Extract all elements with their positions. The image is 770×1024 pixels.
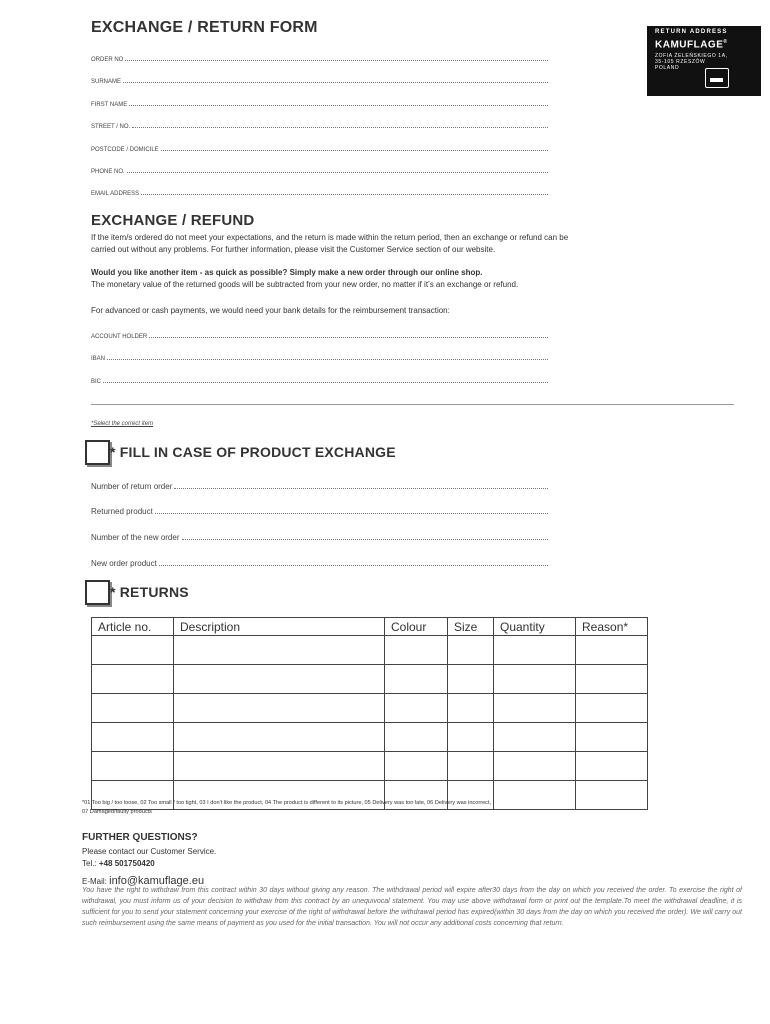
phone-number: +48 501750420	[98, 859, 155, 868]
return-order-number-field[interactable]: Number of return order	[91, 479, 548, 491]
table-cell[interactable]	[174, 636, 385, 665]
table-cell[interactable]	[494, 752, 576, 781]
table-cell[interactable]	[576, 723, 648, 752]
col-quantity: Quantity	[494, 618, 576, 636]
table-cell[interactable]	[576, 665, 648, 694]
returns-table	[91, 617, 648, 810]
table-cell[interactable]	[448, 694, 494, 723]
address-lines: ZOFIA ŻELEŃSKIEGO 1A, 35-105 RZESZÓW POLAND	[655, 53, 728, 71]
returns-heading: * RETURNS	[110, 584, 189, 600]
further-questions-heading: FURTHER QUESTIONS?	[82, 832, 198, 843]
select-note: *Select the correct item	[91, 421, 154, 427]
email-field[interactable]: EMAIL ADDRESS	[91, 187, 548, 197]
table-cell[interactable]	[92, 723, 174, 752]
col-reason: Reason*	[576, 618, 648, 636]
street-field[interactable]: STREET / NO.	[91, 120, 548, 130]
form-title: EXCHANGE / RETURN FORM	[91, 19, 318, 36]
table-cell[interactable]	[494, 636, 576, 665]
product-exchange-heading: * FILL IN CASE OF PRODUCT EXCHANGE	[110, 444, 396, 460]
parcel-icon	[705, 68, 729, 88]
table-cell[interactable]	[494, 694, 576, 723]
table-cell[interactable]	[576, 694, 648, 723]
table-cell[interactable]	[448, 665, 494, 694]
table-cell[interactable]	[174, 723, 385, 752]
exchange-refund-intro: If the item/s ordered do not meet your expectations, and the return is made within the return period, then an exchange or refund can be carried out without any problems. For further information, please visit the Customer Service section of our website.	[91, 233, 569, 254]
table-cell[interactable]	[494, 723, 576, 752]
phone-field[interactable]: PHONE NO.	[91, 165, 548, 175]
col-description: Description	[174, 618, 385, 636]
table-cell[interactable]	[494, 665, 576, 694]
return-address-box	[647, 26, 761, 96]
table-cell[interactable]	[174, 694, 385, 723]
table-cell[interactable]	[92, 665, 174, 694]
first-name-field[interactable]: FIRST NAME	[91, 98, 548, 108]
account-holder-field[interactable]: ACCOUNT HOLDER	[91, 330, 548, 340]
table-cell[interactable]	[92, 694, 174, 723]
returned-product-field[interactable]: Returned product	[91, 504, 548, 516]
table-cell[interactable]	[385, 752, 448, 781]
order-no-field[interactable]: ORDER NO	[91, 53, 548, 63]
table-cell[interactable]	[174, 752, 385, 781]
table-row	[92, 694, 648, 723]
bank-details-note: For advanced or cash payments, we would need your bank details for the reimbursement transaction:	[91, 306, 450, 315]
postcode-field[interactable]: POSTCODE / DOMICILE	[91, 143, 548, 153]
contact-note: Please contact our Customer Service.	[82, 847, 217, 856]
table-cell[interactable]	[385, 723, 448, 752]
table-cell[interactable]	[385, 636, 448, 665]
withdrawal-notice: You have the right to withdraw from this contract within 30 days without giving any reason. The withdrawal period will expire after30 days from the day on which you received the order. To exercise the right of withdrawal, you must inform us of your decision to withdraw from this contract by an unequivocal statement. You may use above withdrawal form or print out the template.To meet the withdrawal deadline, it is sufficient for you to send your statement concerning your exercise of the right of withdrawal before the withdrawal period has expired(within 30 days from the day on which you received the order). We will carry out such reimbursement using the same means of payment as you used for the initial transaction. You will not occur any additional costs concerning that return.	[82, 887, 742, 927]
phone-line: Tel.: +48 501750420	[82, 859, 155, 868]
product-exchange-checkbox[interactable]	[85, 440, 110, 465]
exchange-refund-heading: EXCHANGE / REFUND	[91, 212, 255, 229]
table-cell[interactable]	[92, 752, 174, 781]
col-article-no: Article no.	[92, 618, 174, 636]
table-row	[92, 665, 648, 694]
section-divider	[91, 404, 734, 405]
returns-checkbox[interactable]	[85, 580, 110, 605]
col-size: Size	[448, 618, 494, 636]
col-colour: Colour	[385, 618, 448, 636]
table-row	[92, 723, 648, 752]
table-cell[interactable]	[448, 636, 494, 665]
new-order-number-field[interactable]: Number of the new order	[91, 530, 548, 542]
brand-logo: KAMUFLAGE®	[655, 39, 728, 51]
table-cell[interactable]	[576, 752, 648, 781]
email-line: E-Mail: info@kamuflage.eu	[82, 875, 205, 887]
return-address-label: RETURN ADDRESS	[655, 29, 728, 35]
new-order-product-field[interactable]: New order product	[91, 556, 548, 568]
table-cell[interactable]	[448, 723, 494, 752]
bic-field[interactable]: BIC	[91, 375, 548, 385]
new-order-note: Would you like another item - as quick as possible? Simply make a new order through our online shop. The monetary value of the returned goods will be subtracted from your new order, no matter if it’s an exchange or refund.	[91, 268, 519, 289]
table-row	[92, 636, 648, 665]
reason-codes: *01 Too big / too loose, 02 Too small / too tight, 03 I don’t like the product, 04 The product is different to its picture, 05 Delivery was too late, 06 Delivery was incorrect, 07 Damaged/faulty products	[82, 800, 492, 815]
iban-field[interactable]: IBAN	[91, 352, 548, 362]
table-cell[interactable]	[448, 752, 494, 781]
email-link[interactable]: info@kamuflage.eu	[109, 875, 205, 887]
table-row	[92, 752, 648, 781]
surname-field[interactable]: SURNAME	[91, 75, 548, 85]
table-cell[interactable]	[385, 665, 448, 694]
table-cell[interactable]	[385, 694, 448, 723]
table-cell[interactable]	[174, 665, 385, 694]
table-cell[interactable]	[92, 636, 174, 665]
table-cell[interactable]	[576, 636, 648, 665]
